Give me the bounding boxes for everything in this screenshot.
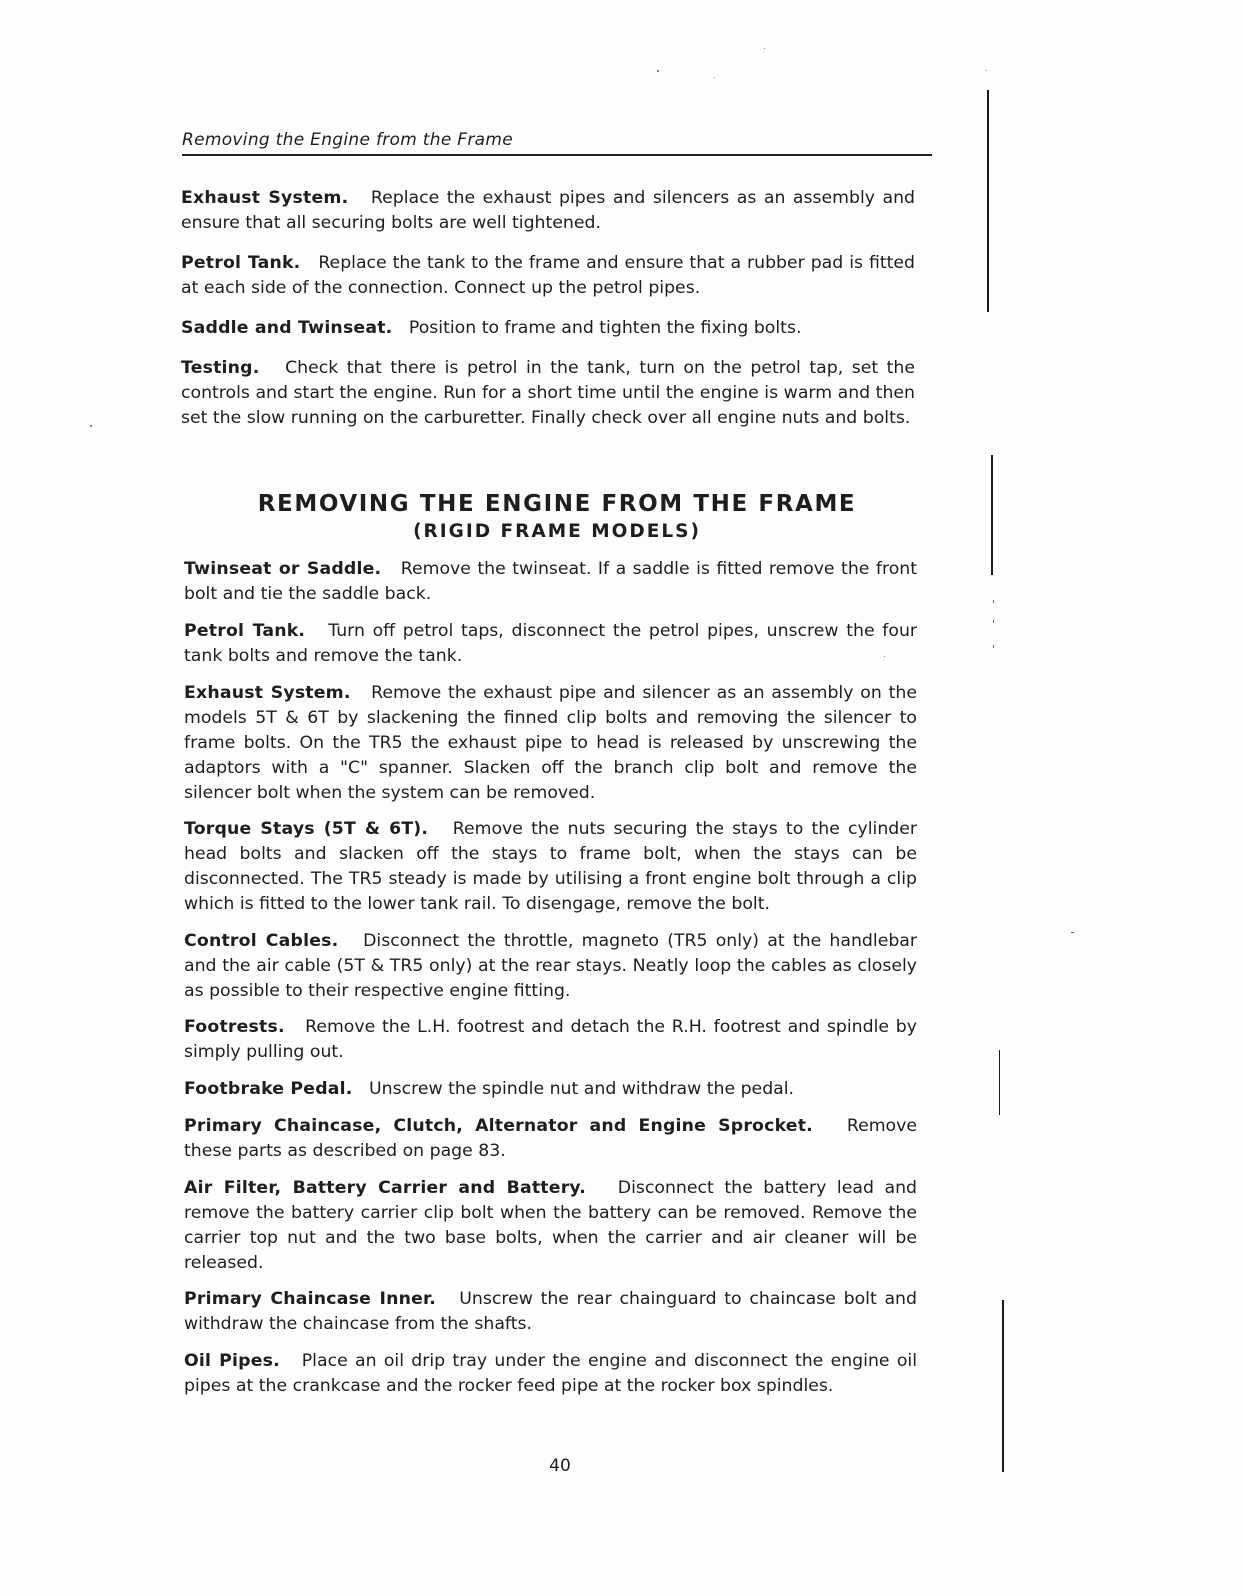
- paragraph-body: Disconnect the battery lead and remove the battery carrier clip bolt when the battery can be removed. Remove the carrier top nut and the two base bolts, when the carrier and air cleaner will be released.: [184, 1178, 917, 1273]
- paragraph-body: Remove the L.H. footrest and detach the R.H. footrest and spindle by simply pulling out.: [184, 1017, 917, 1062]
- paragraph-petrol-tank: [184, 619, 917, 669]
- paragraph-body: Remove the twinseat. If a saddle is fitted remove the front bolt and tie the saddle back.: [184, 559, 918, 604]
- paragraph-body: Disconnect the throttle, magneto (TR5 only) at the handlebar and the air cable (5T & TR5 only) at the rear stays. Neatly loop the cables as closely as possible to their respective engine fitting.: [184, 931, 917, 1001]
- page-number: 40: [549, 1456, 571, 1476]
- paragraph-torque-stays: [184, 817, 917, 917]
- paragraph-footbrake-pedal: [184, 1077, 917, 1102]
- paragraph-exhaust-system: [184, 681, 917, 806]
- paragraph-heading: Primary Chaincase, Clutch, Alternator and Engine Sprocket.: [184, 1116, 813, 1136]
- paragraph-heading: Footrests.: [184, 1017, 285, 1037]
- scan-speck: [714, 77, 715, 78]
- paragraph-heading: Petrol Tank.: [181, 253, 301, 273]
- scan-speck: [1071, 932, 1074, 933]
- paragraph-heading: Oil Pipes.: [184, 1351, 280, 1371]
- paragraph-exhaust-system-refit: [181, 186, 915, 236]
- section-title: REMOVING THE ENGINE FROM THE FRAME: [257, 491, 857, 517]
- paragraph-petrol-tank-refit: [181, 251, 915, 301]
- scan-speck: [90, 425, 92, 427]
- section-subtitle: (RIGID FRAME MODELS): [413, 521, 701, 542]
- running-header: [182, 130, 932, 156]
- paragraph-body: Place an oil drip tray under the engine and disconnect the engine oil pipes at the crankcase and the rocker feed pipe at the rocker box spindles.: [184, 1351, 917, 1396]
- paragraph-oil-pipes: [184, 1349, 917, 1399]
- paragraph-heading: Saddle and Twinseat.: [181, 318, 393, 338]
- paragraph-primary-chaincase-inner: [184, 1287, 917, 1337]
- paragraph-body: Check that there is petrol in the tank, turn on the petrol tap, set the controls and start the engine. Run for a short time until the engine is warm and then set the slow running on the carburetter. Finally check over all engine nuts and bolts.: [181, 358, 915, 428]
- margin-rule-middle: [991, 455, 993, 575]
- paragraph-air-filter-battery: [184, 1176, 917, 1276]
- paragraph-body: Turn off petrol taps, disconnect the petrol pipes, unscrew the four tank bolts and remove the tank.: [184, 621, 917, 666]
- paragraph-control-cables: [184, 929, 917, 1004]
- scan-speck: [986, 70, 987, 71]
- paragraph-primary-chaincase-clutch: [184, 1114, 917, 1164]
- margin-rule-lower: [999, 1050, 1000, 1115]
- paragraph-heading: Testing.: [181, 358, 260, 378]
- paragraph-heading: Petrol Tank.: [184, 621, 306, 641]
- paragraph-testing: [181, 356, 915, 431]
- scan-speck: [993, 600, 994, 603]
- paragraph-heading: Primary Chaincase Inner.: [184, 1289, 437, 1309]
- scan-speck: [764, 48, 765, 49]
- paragraph-heading: Air Filter, Battery Carrier and Battery.: [184, 1178, 587, 1198]
- margin-rule-top: [987, 90, 989, 312]
- paragraph-heading: Footbrake Pedal.: [184, 1079, 353, 1099]
- scan-speck: [993, 645, 994, 648]
- paragraph-footrests: [184, 1015, 917, 1065]
- paragraph-heading: Exhaust System.: [181, 188, 349, 208]
- paragraph-body: Remove these parts as described on page 83.: [184, 1116, 917, 1161]
- section-heading: [182, 490, 932, 544]
- margin-rule-bottom: [1002, 1300, 1004, 1472]
- paragraph-body: Unscrew the rear chainguard to chaincase bolt and withdraw the chaincase from the shafts.: [184, 1289, 917, 1334]
- paragraph-body: Unscrew the spindle nut and withdraw the pedal.: [369, 1079, 795, 1099]
- scan-speck: [884, 656, 885, 657]
- paragraph-body: Replace the exhaust pipes and silencers as an assembly and ensure that all securing bolts are well tightened.: [181, 188, 916, 233]
- paragraph-body: Remove the exhaust pipe and silencer as an assembly on the models 5T & 6T by slackening the finned clip bolts and removing the silencer to frame bolts. On the TR5 the exhaust pipe to head is released by unscrewing the adaptors with a "C" spanner. Slacken off the branch clip bolt and remove the silencer bolt when the system can be removed.: [184, 683, 917, 803]
- paragraph-body: Replace the tank to the frame and ensure that a rubber pad is fitted at each side of the connection. Connect up the petrol pipes.: [181, 253, 916, 298]
- paragraph-heading: Torque Stays (5T & 6T).: [184, 819, 429, 839]
- running-title: Removing the Engine from the Frame: [182, 130, 513, 150]
- scan-speck: [993, 620, 994, 623]
- paragraph-saddle-twinseat-refit: [181, 316, 915, 341]
- scan-speck: [657, 70, 659, 72]
- paragraph-heading: Control Cables.: [184, 931, 339, 951]
- paragraph-heading: Exhaust System.: [184, 683, 351, 703]
- paragraph-heading: Twinseat or Saddle.: [184, 559, 382, 579]
- paragraph-twinseat-saddle: [184, 557, 917, 607]
- paragraph-body: Position to frame and tighten the fixing bolts.: [408, 318, 802, 338]
- paragraph-body: Remove the nuts securing the stays to the cylinder head bolts and slacken off the stays to frame bolt, when the stays can be disconnected. The TR5 steady is made by utilising a front engine bolt through a clip which is fitted to the lower tank rail. To disengage, remove the bolt.: [184, 819, 918, 914]
